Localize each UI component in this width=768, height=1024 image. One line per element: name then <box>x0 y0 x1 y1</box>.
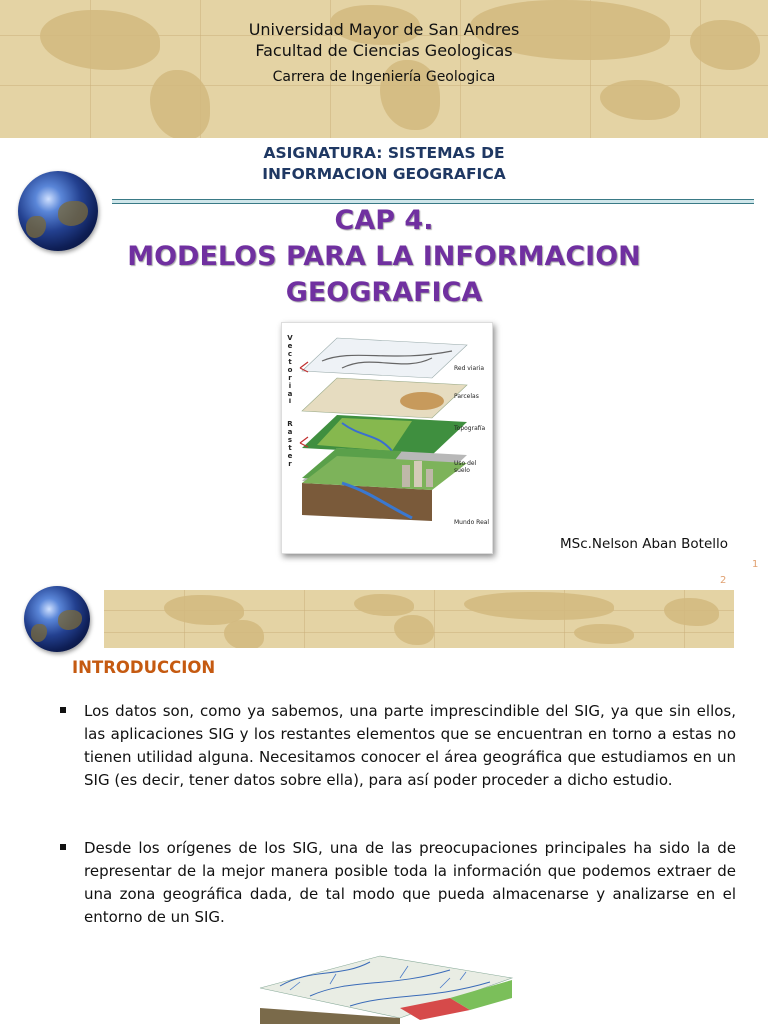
university-name: Universidad Mayor de San Andres <box>248 20 520 39</box>
svg-text:Vectorial: V e c t o r i a l <box>287 334 293 403</box>
page-number-1: 1 <box>752 559 759 570</box>
subject-line-1: ASIGNATURA: SISTEMAS DE <box>263 144 505 162</box>
author-name: MSc.Nelson Aban Botello <box>560 536 729 552</box>
layer-label-real-world: Mundo Real <box>454 519 490 526</box>
section-heading: INTRODUCCION <box>72 658 216 677</box>
chapter-title <box>0 203 768 311</box>
svg-text:Raster: R a s t e r <box>287 420 293 468</box>
career-name: Carrera de Ingeniería Geologica <box>272 69 496 85</box>
gis-layers-figure <box>281 322 493 554</box>
layer-label-topography: Topografía <box>454 425 486 432</box>
subject-line-2: INFORMACION GEOGRAFICA <box>262 165 506 183</box>
header-map-banner <box>0 0 768 138</box>
layer-label-parcels: Parcelas <box>454 393 479 400</box>
layer-label-road: Red viaria <box>454 365 485 372</box>
page-number-2: 2 <box>720 575 727 586</box>
globe-icon-2 <box>24 586 90 652</box>
chapter-title-line-3: GEOGRAFICA <box>285 277 483 308</box>
bullet-marker-2 <box>60 844 66 850</box>
paragraph-1: Los datos son, como ya sabemos, una parte imprescindible del SIG, ya que sin ellos, las aplicaciones SIG y los restantes elementos que se encuentran en torno a estas no tienen utilidad alguna. Necesitamos conocer el área geográfica que estudiamos en un SIG (es decir, tener datos sobre ella), para así poder proceder a dicho estudio. <box>84 702 736 789</box>
terrain-model-figure <box>250 948 520 1024</box>
subject-title <box>0 143 768 185</box>
faculty-name: Facultad de Ciencias Geologicas <box>255 41 513 60</box>
chapter-title-line-2: MODELOS PARA LA INFORMACION <box>127 241 641 272</box>
chapter-title-line-1: CAP 4. <box>334 205 434 236</box>
bullet-marker-1 <box>60 707 66 713</box>
layer-label-land-use: Uso del suelo <box>454 460 477 474</box>
paragraph-2: Desde los orígenes de los SIG, una de las preocupaciones principales ha sido la de representar de la mejor manera posible toda la información que podemos extraer de una zona geográfica dada, de tal modo que pueda almacenarse y analizarse en el entorno de un SIG. <box>84 839 736 926</box>
slide2-map-banner <box>104 590 734 648</box>
